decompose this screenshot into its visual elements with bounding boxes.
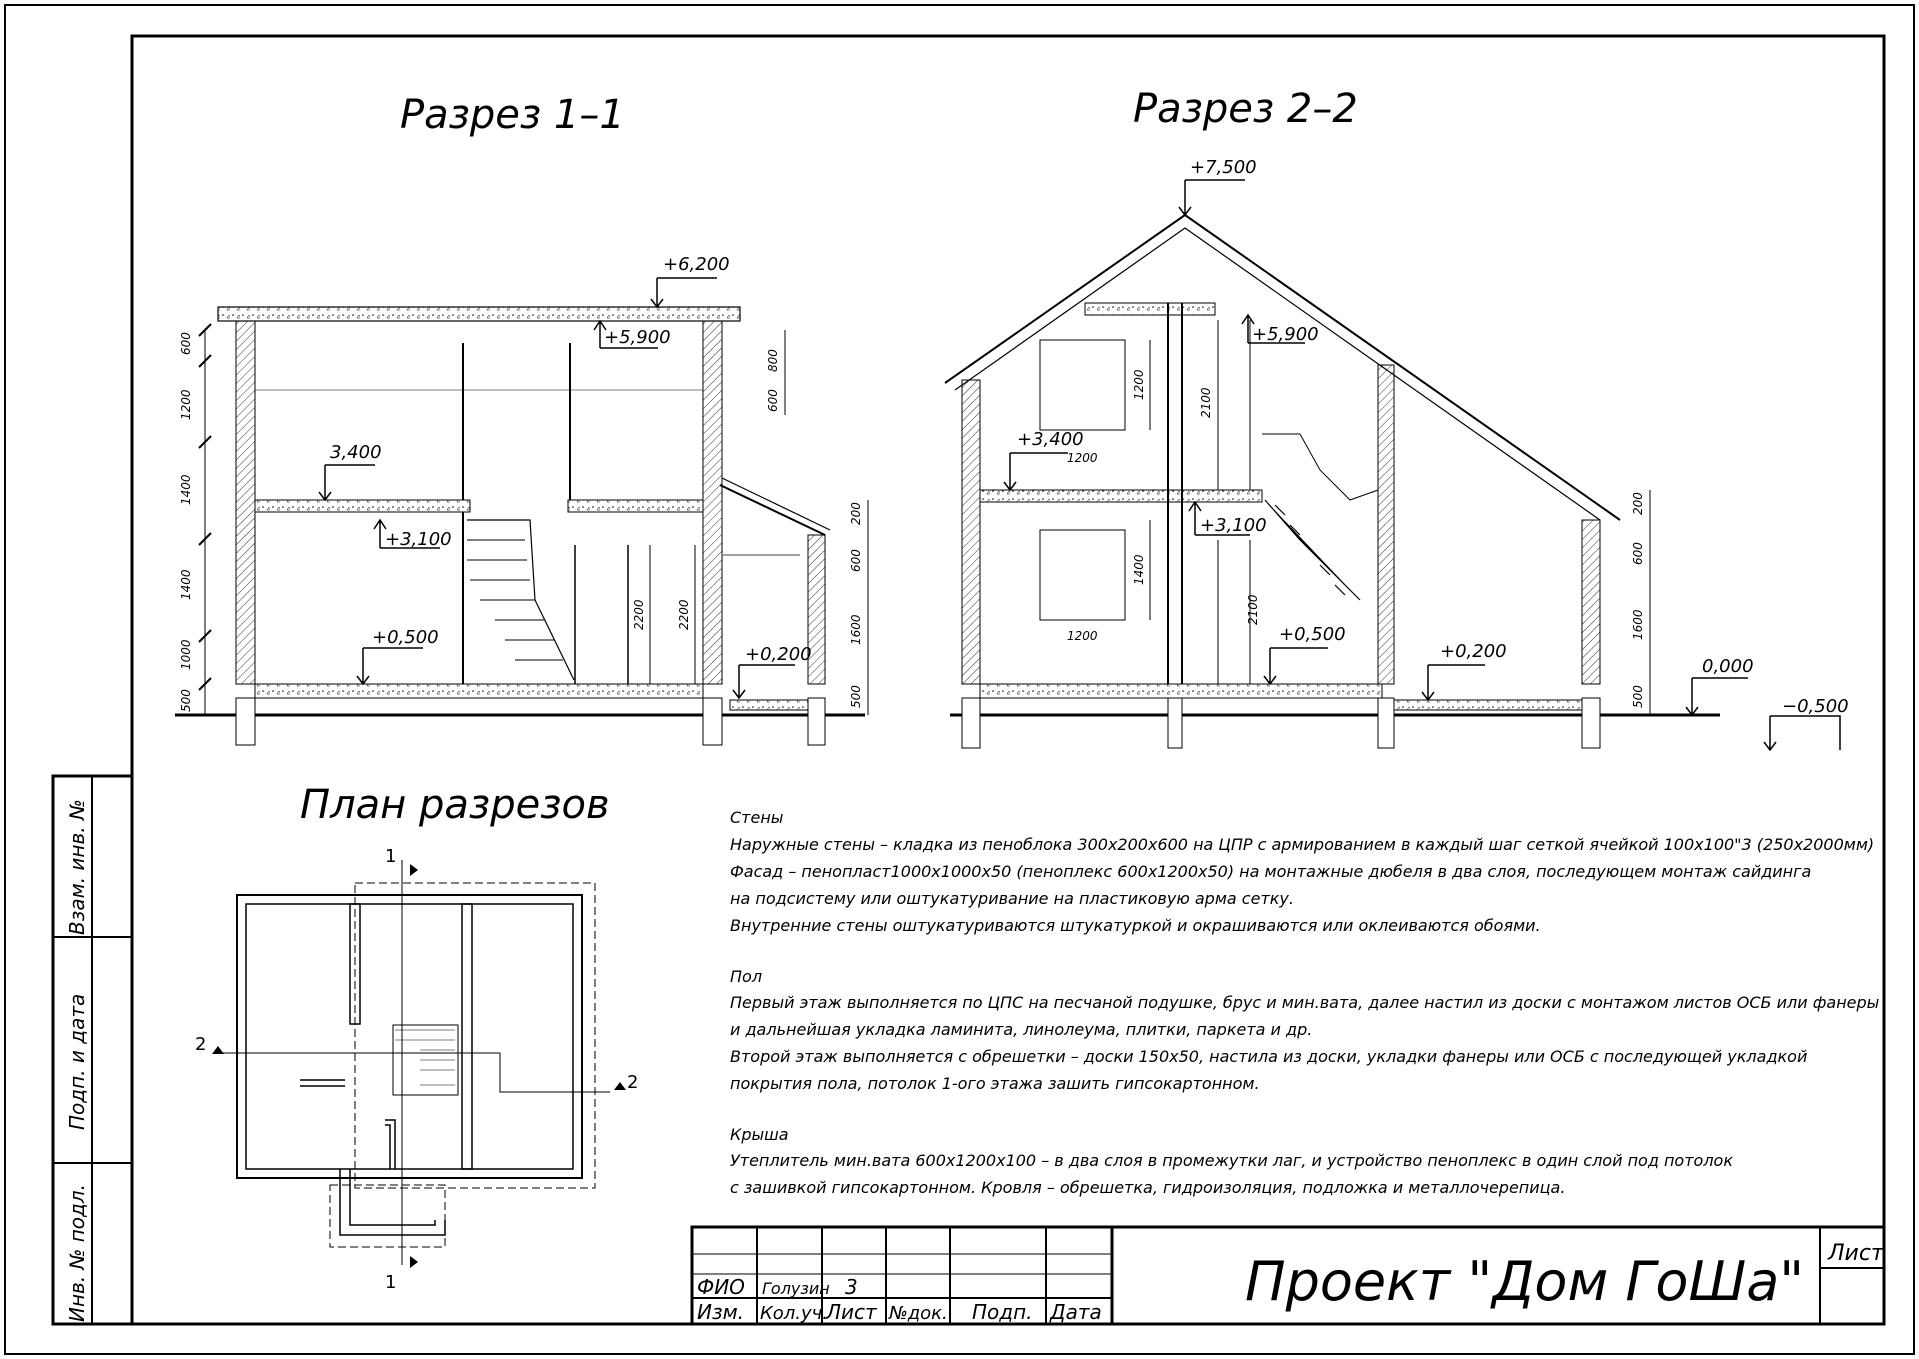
svg-text:500: 500	[179, 689, 193, 712]
svg-text:1200: 1200	[1132, 369, 1146, 400]
svg-text:Подп.: Подп.	[972, 1300, 1033, 1324]
svg-text:+0,500: +0,500	[372, 627, 439, 648]
svg-text:1200: 1200	[179, 389, 193, 420]
svg-text:+7,500: +7,500	[1190, 157, 1257, 178]
svg-text:Изм.: Изм.	[697, 1300, 745, 1324]
section-plan	[195, 846, 638, 1293]
svg-text:Утеплитель мин.вата 600х1200х1: Утеплитель мин.вата 600х1200х100 – в два слоя в промежутки лаг, и устройство пеноплекс в один слой под потолок	[730, 1151, 1734, 1170]
svg-text:200: 200	[1631, 492, 1645, 515]
project-name: Проект "Дом ГоШа"	[1245, 1250, 1805, 1313]
svg-text:с зашивкой гипсокартонном. Кро: с зашивкой гипсокартонном. Кровля – обрешетка, гидроизоляция, подложка и металлочерепица.	[730, 1178, 1566, 1197]
svg-text:Пол: Пол	[730, 967, 763, 986]
section-2-2	[945, 157, 1849, 750]
svg-text:600: 600	[766, 389, 780, 412]
svg-text:3,400: 3,400	[330, 442, 382, 463]
stamp-inv-podl: Инв. № подл.	[65, 1184, 89, 1322]
svg-text:Дата: Дата	[1050, 1300, 1102, 1324]
cut-2-right: 2	[627, 1072, 639, 1093]
svg-text:покрытия пола, потолок 1-ого э: покрытия пола, потолок 1-ого этажа зашить гипсокартонном.	[730, 1074, 1260, 1093]
title-section-1: Разрез 1–1	[400, 92, 625, 138]
svg-text:Фасад – пенопласт1000х1000х50: Фасад – пенопласт1000х1000х50 (пеноплекс 600х1200х50) на монтажные дюбеля в два слоя, последующем монтаж сайдинга	[730, 862, 1812, 881]
svg-text:Первый этаж выполняется по ЦПС: Первый этаж выполняется по ЦПС на песчаной подушке, брус и мин.вата, далее настил из доски с монтажом листов ОСБ или фанеры	[730, 993, 1880, 1012]
svg-text:на подсистему или оштукатурива: на подсистему или оштукатуривание на пластиковую арма сетку.	[730, 889, 1294, 908]
svg-text:1200: 1200	[1067, 451, 1098, 465]
tb-fio: ФИО	[697, 1275, 745, 1299]
tb-sheet-num: 3	[845, 1275, 858, 1299]
sheet-label: Лист	[1828, 1241, 1884, 1266]
svg-text:+0,200: +0,200	[745, 644, 812, 665]
svg-text:1400: 1400	[179, 474, 193, 505]
svg-text:2200: 2200	[632, 599, 646, 630]
svg-text:1000: 1000	[179, 639, 193, 670]
svg-text:600: 600	[849, 549, 863, 572]
tb-name: Голузин	[762, 1279, 830, 1298]
svg-text:Наружные стены – кладка из пен: Наружные стены – кладка из пеноблока 300х200х600 на ЦПР с армированием в каждый шаг сеткой ячейкой 100х100"3 (250х2000мм)	[730, 835, 1875, 854]
svg-text:+6,200: +6,200	[663, 254, 730, 275]
cut-2-left: 2	[195, 1034, 207, 1055]
svg-text:Кол.уч.: Кол.уч.	[760, 1303, 829, 1324]
svg-text:−0,500: −0,500	[1782, 696, 1849, 717]
svg-text:+0,200: +0,200	[1440, 641, 1507, 662]
svg-text:1600: 1600	[1631, 609, 1645, 640]
svg-text:+3,100: +3,100	[385, 529, 452, 550]
svg-text:1600: 1600	[849, 614, 863, 645]
notes-block	[730, 808, 1879, 1197]
svg-text:Крыша: Крыша	[730, 1125, 789, 1144]
svg-text:+0,500: +0,500	[1279, 624, 1346, 645]
svg-text:0,000: 0,000	[1702, 656, 1754, 677]
svg-text:1200: 1200	[1067, 629, 1098, 643]
side-stamp	[53, 776, 132, 1324]
svg-text:+3,100: +3,100	[1200, 515, 1267, 536]
svg-text:2100: 2100	[1246, 594, 1260, 625]
section-1-1	[175, 254, 868, 745]
title-block	[692, 1227, 1885, 1324]
svg-text:+5,900: +5,900	[1252, 324, 1319, 345]
svg-text:Второй этаж выполняется с обре: Второй этаж выполняется с обрешетки – доски 150х50, настила из доски, укладки фанеры или ОСБ с последующей укладкой	[730, 1047, 1808, 1066]
svg-text:2200: 2200	[677, 599, 691, 630]
svg-text:Лист: Лист	[826, 1300, 877, 1324]
svg-text:Стены: Стены	[730, 808, 784, 827]
title-section-2: Разрез 2–2	[1133, 86, 1358, 132]
svg-text:+3,400: +3,400	[1017, 429, 1084, 450]
svg-text:1400: 1400	[1132, 554, 1146, 585]
title-plan: План разрезов	[300, 782, 610, 828]
cut-1-bottom: 1	[385, 1272, 397, 1293]
stamp-vzam-inv: Взам. инв. №	[65, 799, 89, 935]
svg-text:200: 200	[849, 502, 863, 525]
svg-text:Внутренние стены оштукатуриваю: Внутренние стены оштукатуриваются штукатуркой и окрашиваются или оклеиваются обоями.	[730, 916, 1541, 935]
svg-text:2100: 2100	[1199, 387, 1213, 418]
svg-text:500: 500	[1631, 685, 1645, 708]
svg-text:и дальнейшая укладка ламинита,: и дальнейшая укладка ламинита, линолеума, плитки, паркета и др.	[730, 1020, 1313, 1039]
cut-1-top: 1	[385, 846, 397, 867]
svg-text:+5,900: +5,900	[604, 327, 671, 348]
svg-text:800: 800	[766, 349, 780, 372]
svg-text:500: 500	[849, 685, 863, 708]
svg-text:600: 600	[179, 332, 193, 355]
svg-text:1400: 1400	[179, 569, 193, 600]
svg-text:600: 600	[1631, 542, 1645, 565]
stamp-podp-data: Подп. и дата	[65, 993, 89, 1130]
svg-text:№док.: №док.	[889, 1303, 948, 1324]
